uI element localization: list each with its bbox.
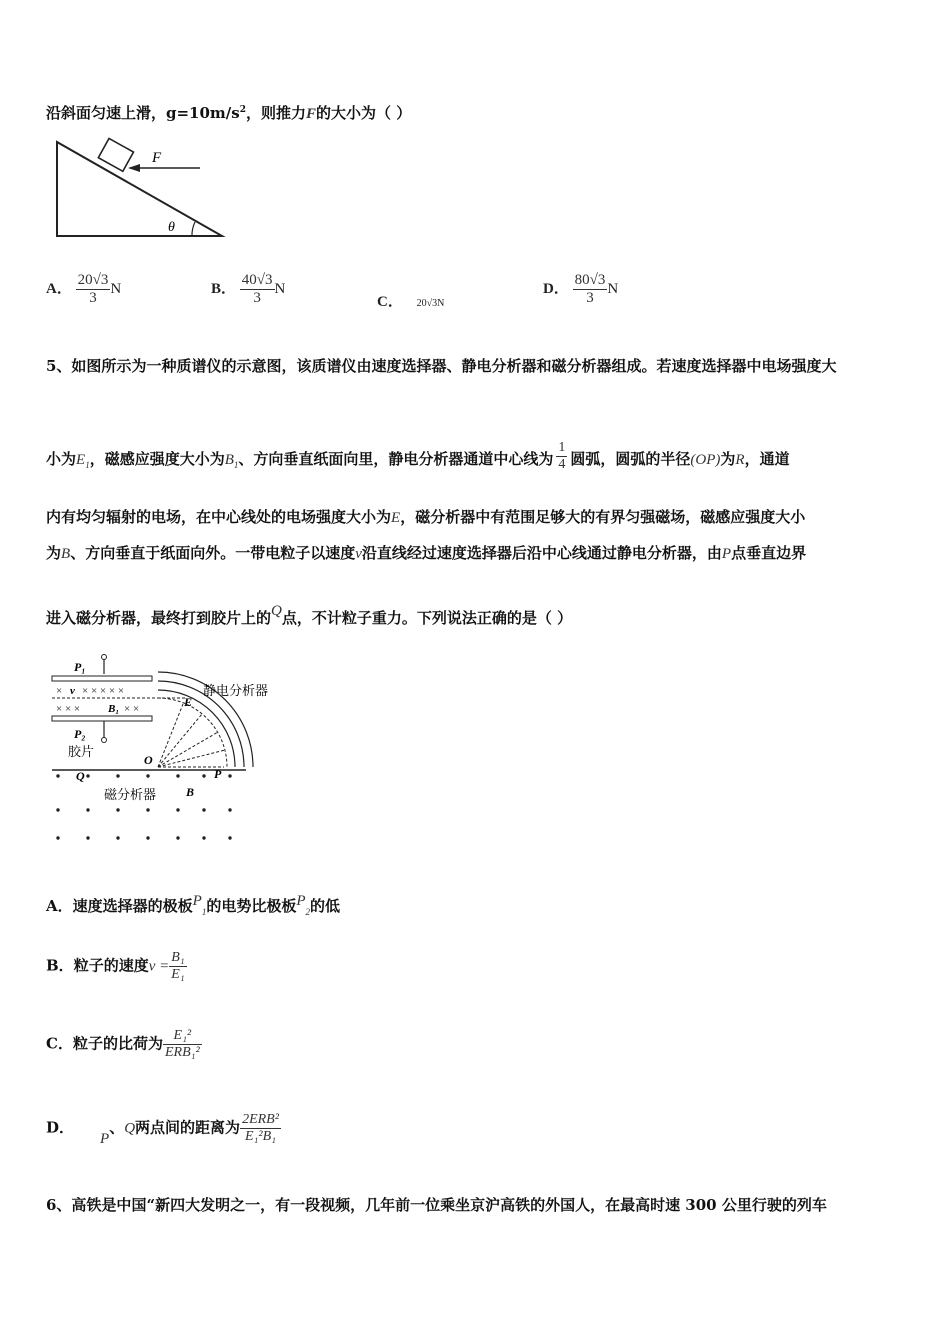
q4-option-c: C． 20√3N [377,294,445,310]
q5-option-a: A．速度选择器的极板$P_1$的电势比极板$P_2$的低 [46,893,341,917]
q5-option-d: D．P、Q两点间的距离为 $\frac{\text{2ERB²}}{\text{E₁²B₁}}$ [46,1112,279,1147]
q6-stem-line1: 6、高铁是中国“新四大发明之一，有一段视频，几年前一位乘坐京沪高铁的外国人，在最高时速 300 公里行驶的列车 [46,1196,827,1214]
q5-stem-line1: 5、如图所示为一种质谱仪的示意图，该质谱仪由速度选择器、静电分析器和磁分析器组成。若速度选择器中电场强度大 [46,357,837,375]
incline-figure [50,136,240,246]
svg-text:× × × × ×: × × × × × [82,685,125,697]
spectrometer-figure [46,652,296,852]
q5-option-b: B．粒子的速度v = $\frac{\text{B₁}}{\text{E₁}}$ [46,950,185,982]
q5-stem-line3: 内有均匀辐射的电场，在中心线处的电场强度大小为E，磁分析器中有范围足够大的有界匀强磁场，磁感应强度大小 [46,508,806,526]
svg-text:× × ×: × × × [56,703,81,715]
b-label: B [186,785,195,799]
q4-stem-tail: 沿斜面匀速上滑，$g=10m/s^2$，则推力F的大小为（ ） [46,104,412,122]
p-label: P [214,767,222,781]
electro-analyzer-label: 静电分析器 [203,683,269,698]
svg-text:×: × [56,685,63,697]
q5-stem-line2: 小为$E_1$，磁感应强度大小为$B_1$、方向垂直纸面向里，静电分析器通道中心线为 $\frac{1}{4}$ 圆弧，圆弧的半径(OP)为R，通道 [46,440,790,472]
q-label: Q [76,769,85,783]
q5-stem-line5: 进入磁分析器，最终打到胶片上的Q点，不计粒子重力。下列说法正确的是（ ） [46,603,573,627]
svg-text:× ×: × × [124,703,140,715]
angle-label: θ [168,220,175,235]
q4-option-a: A． $\frac{20√3}{3}$ N [46,272,122,306]
q5-option-c: C．粒子的比荷为 $\frac{\text{E₁²}}{\text{ERB₁²}}$ [46,1028,200,1060]
b1-label: B₁ [108,703,120,715]
q4-option-b: B． $\frac{40√3}{3}$ N [211,272,286,306]
q4-option-d: D． $\frac{80√3}{3}$ N [543,272,619,306]
o-label: O [144,753,153,767]
e-label: E [184,695,193,709]
magnetic-analyzer-label: 磁分析器 [104,787,157,802]
force-label: F [152,150,162,166]
p1-label: P₁ [74,660,86,674]
velocity-label: v [70,685,75,697]
p2-label: P₂ [74,727,86,741]
film-label: 胶片 [68,744,95,759]
q5-stem-line4: 为B、方向垂直于纸面向外。一带电粒子以速度v沿直线经过速度选择器后沿中心线通过静电分析器，由P点垂直边界 [46,544,807,562]
